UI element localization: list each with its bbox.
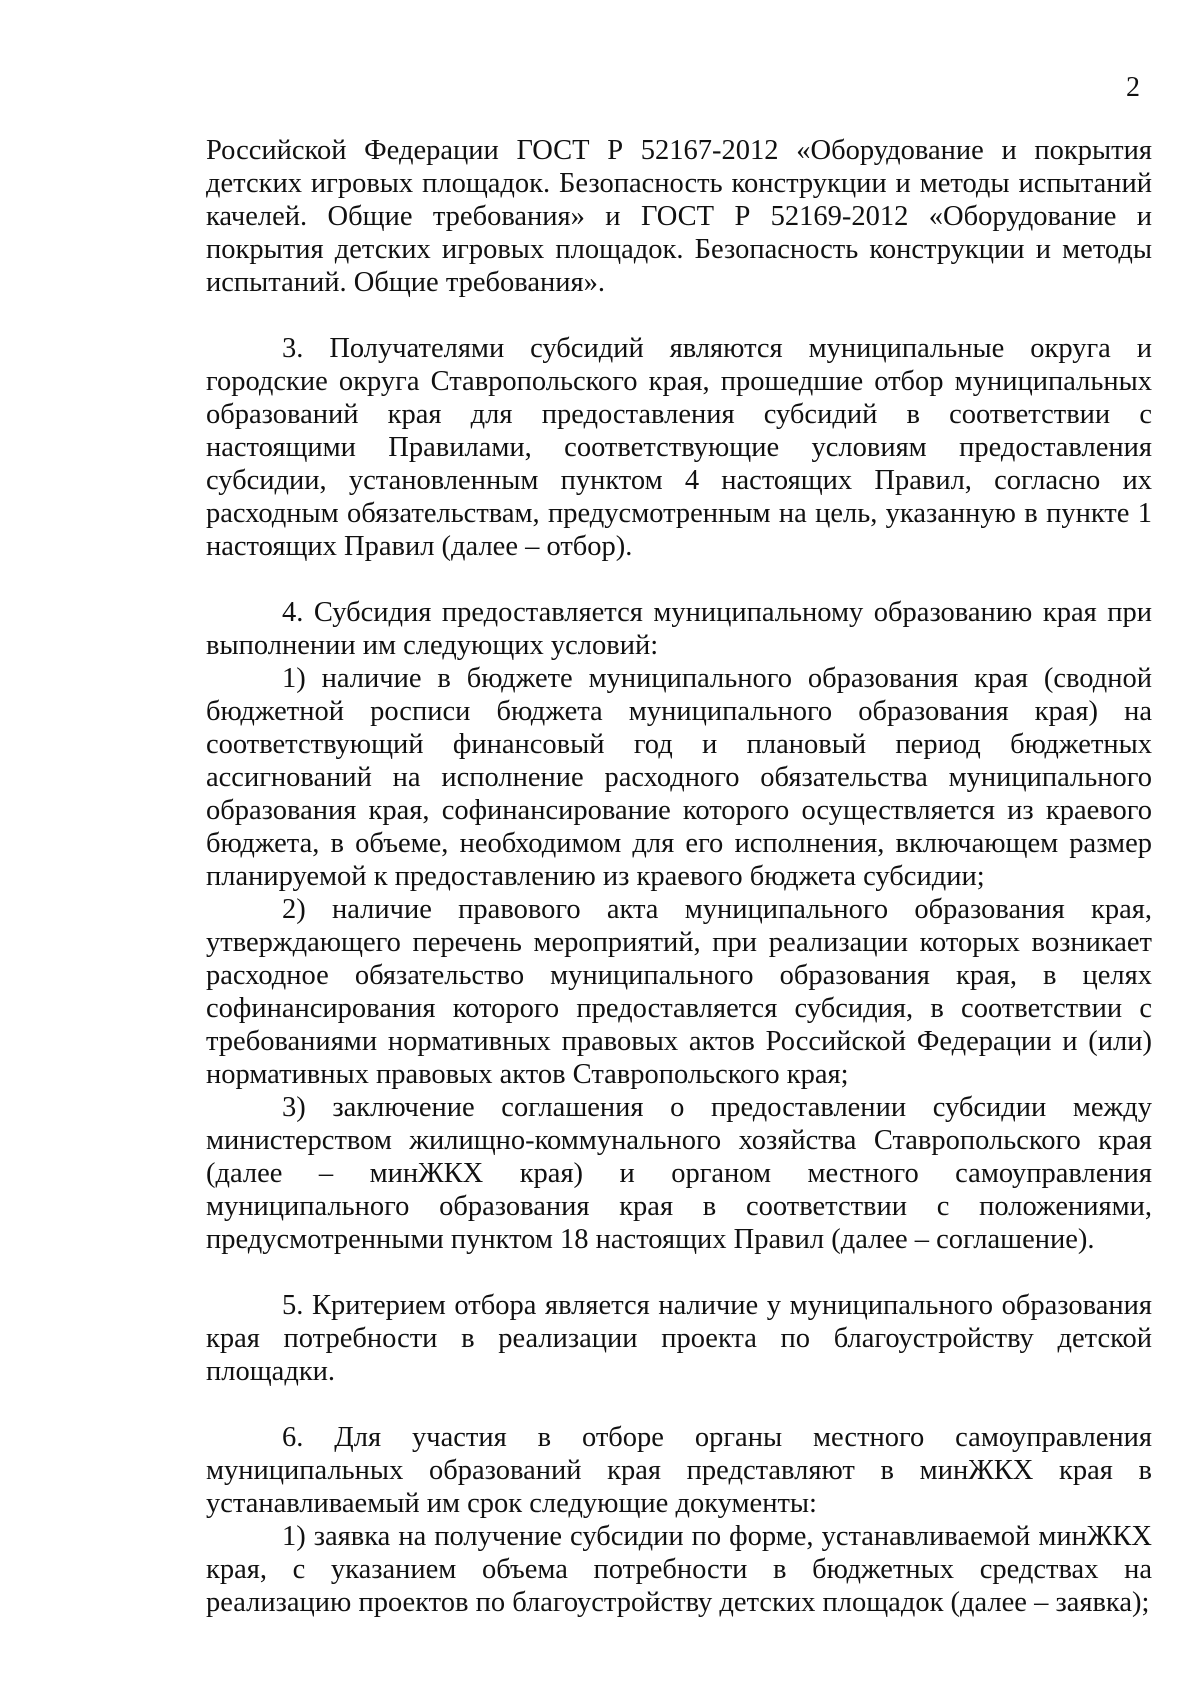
paragraph-continuation: Российской Федерации ГОСТ Р 52167-2012 «Оборудование и покрытия детских игровых площадок. Безопасность конструкции и методы испытаний качелей. Общие требования» и ГОСТ Р 52169-2012 «Оборудование и покрытия детских игровых площадок. Безопасность конструкции и методы испытаний. Общие требования». xyxy=(206,135,1152,298)
list-item-4-3: 3) заключение соглашения о предоставлении субсидии между министерством жилищно-коммунального хозяйства Ставропольского края (далее – минЖКХ края) и органом местного самоуправления муниципального образования края в соответствии с положениями, предусмотренными пунктом 18 настоящих Правил (далее – соглашение). xyxy=(206,1092,1152,1255)
list-item-6-1: 1) заявка на получение субсидии по форме, устанавливаемой минЖКХ края, с указанием объема потребности в бюджетных средствах на реализацию проектов по благоустройству детских площадок (далее – заявка); xyxy=(206,1521,1152,1618)
list-item-4-2: 2) наличие правового акта муниципального образования края, утверждающего перечень мероприятий, при реализации которых возникает расходное обязательство муниципального образования края, в целях софинансирования которого предоставляется субсидия, в соответствии с требованиями нормативных правовых актов Российской Федерации и (или) нормативных правовых актов Ставропольского края; xyxy=(206,894,1152,1090)
paragraph-clause-5: 5. Критерием отбора является наличие у муниципального образования края потребности в реализации проекта по благоустройству детской площадки. xyxy=(206,1290,1152,1387)
list-item-4-1: 1) наличие в бюджете муниципального образования края (сводной бюджетной росписи бюджета муниципального образования края) на соответствующий финансовый год и плановый период бюджетных ассигнований на исполнение расходного обязательства муниципального образования края, софинансирование которого осуществляется из краевого бюджета, в объеме, необходимом для его исполнения, включающем размер планируемой к предоставлению из краевого бюджета субсидии; xyxy=(206,663,1152,892)
page-number: 2 xyxy=(1126,72,1140,103)
document-body xyxy=(206,134,1152,1619)
paragraph-clause-4: 4. Субсидия предоставляется муниципальному образованию края при выполнении им следующих условий: xyxy=(206,597,1152,661)
paragraph-clause-3: 3. Получателями субсидий являются муниципальные округа и городские округа Ставропольского края, прошедшие отбор муниципальных образований края для предоставления субсидий в соответствии с настоящими Правилами, соответствующие условиям предоставления субсидии, установленным пунктом 4 настоящих Правил, согласно их расходным обязательствам, предусмотренным на цель, указанную в пункте 1 настоящих Правил (далее – отбор). xyxy=(206,333,1152,562)
paragraph-clause-6: 6. Для участия в отборе органы местного самоуправления муниципальных образований края представляют в минЖКХ края в устанавливаемый им срок следующие документы: xyxy=(206,1422,1152,1519)
